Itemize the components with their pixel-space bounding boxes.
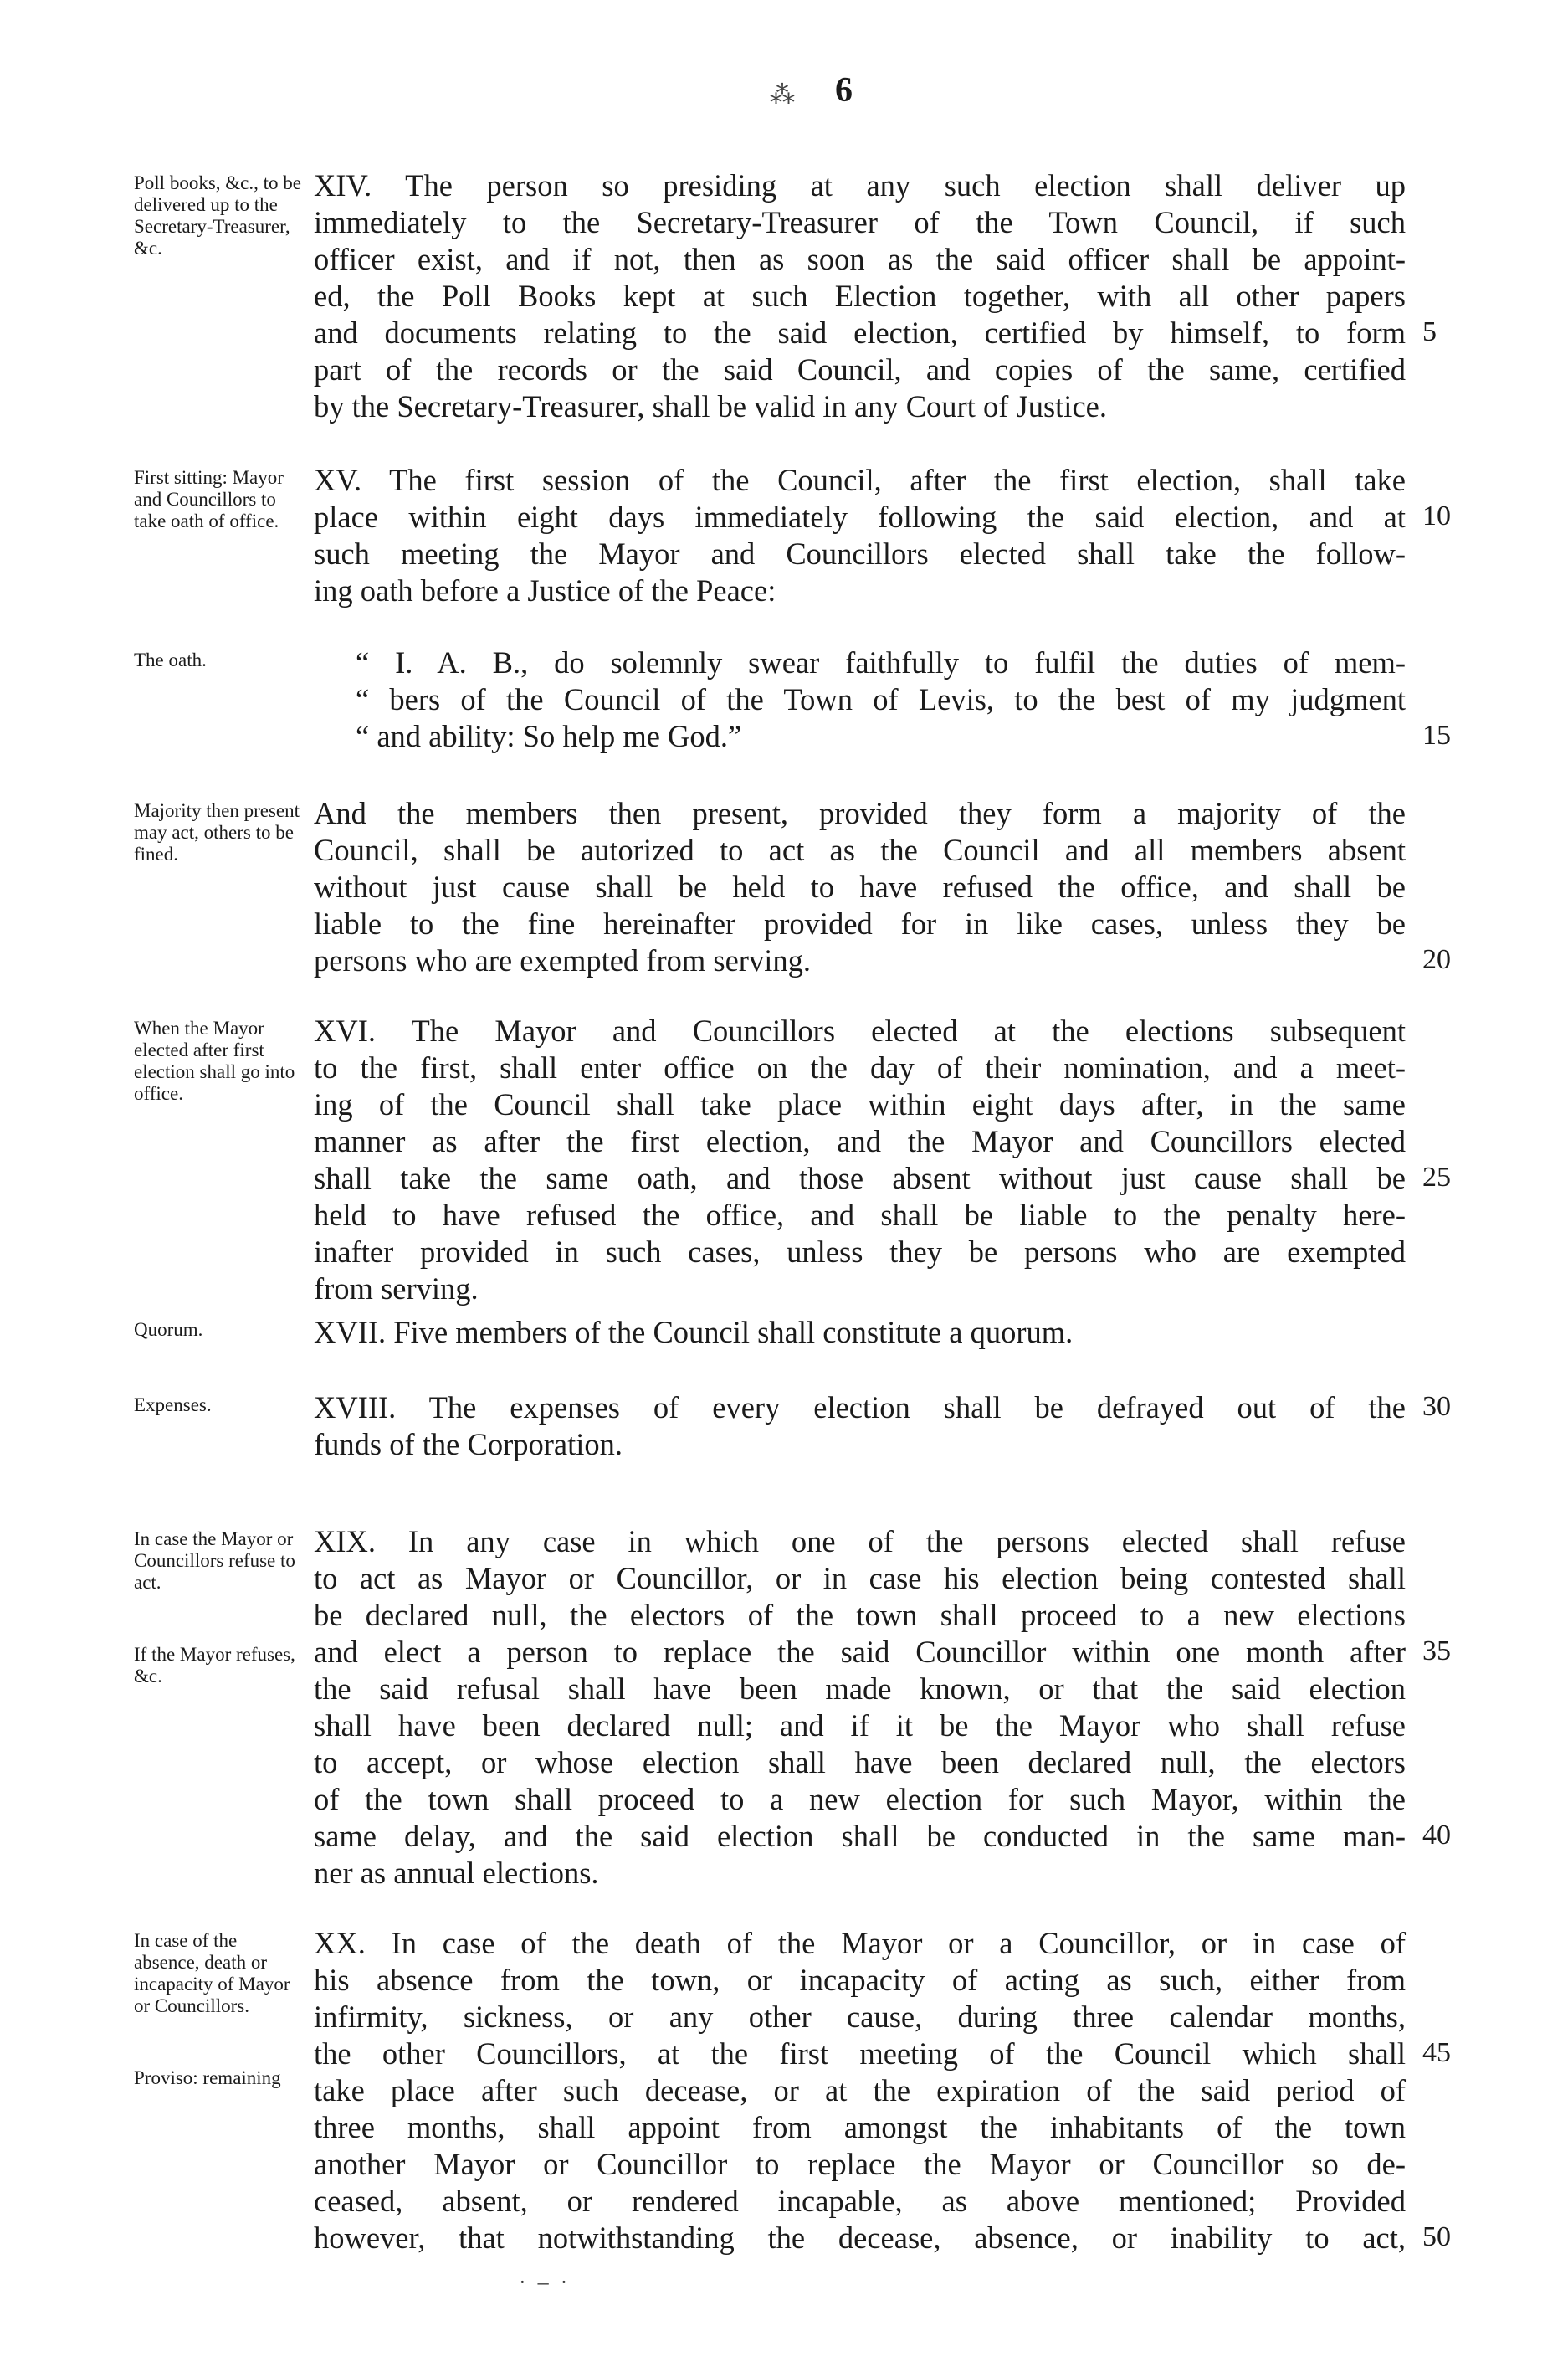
marginal-note (134, 649, 301, 721)
text-line: by the Secretary-Treasurer, shall be valid in any Court of Justice. (314, 389, 1107, 424)
text-line: And the members then present, provided they form a majority of the (314, 796, 1406, 830)
section-text (314, 462, 1406, 609)
text-line: officer exist, and if not, then as soon as the said officer shall be appoint- (314, 242, 1406, 276)
marginal-note-text: Majority then present may act, others to be fined. (134, 800, 300, 865)
line-number: 30 (1422, 1391, 1451, 1422)
text-line: “ I. A. B., do solemnly swear faithfully to fulfil the duties of mem- (356, 645, 1406, 680)
text-line: funds of the Corporation. (314, 1427, 623, 1461)
section-text (314, 1013, 1406, 1307)
footer-marks: ·–· (519, 2270, 580, 2294)
text-line: inafter provided in such cases, unless they be persons who are exempted (314, 1235, 1406, 1269)
text-line: XVII. Five members of the Council shall constitute a quorum. (314, 1315, 1074, 1349)
line-number: 10 (1422, 501, 1451, 531)
text-line: ing oath before a Justice of the Peace: (314, 573, 776, 608)
marginal-note (134, 1930, 301, 2139)
text-line: shall have been declared null; and if it be the Mayor who shall refuse (314, 1708, 1406, 1743)
marginal-note-text: Expenses. (134, 1394, 212, 1415)
line-number: 45 (1422, 2037, 1451, 2068)
text-line: and elect a person to replace the said Councillor within one month after (314, 1635, 1406, 1669)
line-number: 40 (1422, 1820, 1451, 1851)
text-line: part of the records or the said Council, and copies of the same, certified (314, 352, 1406, 387)
text-line: XX. In case of the death of the Mayor or a Councillor, or in case of (314, 1926, 1406, 1960)
marginal-note (134, 467, 301, 583)
marginal-note-text: First sitting: Mayor and Councillors to take oath of office. (134, 467, 284, 531)
text-line: take place after such decease, or at the expiration of the said period of (314, 2073, 1406, 2107)
marginal-note (134, 1319, 301, 1391)
marginal-note-text: Poll books, &c., to be delivered up to the Secretary-Treasurer, &c. (134, 172, 301, 259)
marginal-note (134, 172, 301, 310)
text-line: the other Councillors, at the first meeting of the Council which shall (314, 2036, 1406, 2071)
text-line: XIX. In any case in which one of the persons elected shall refuse (314, 1524, 1406, 1558)
marginal-note (134, 1394, 301, 1466)
text-line: XIV. The person so presiding at any such election shall deliver up (314, 168, 1406, 203)
text-line: the said refusal shall have been made known, or that the said election (314, 1671, 1406, 1706)
text-line: three months, shall appoint from amongst the inhabitants of the town (314, 2110, 1406, 2144)
section-text (314, 1925, 1406, 2256)
page-number: 6 (835, 71, 853, 110)
section-text (314, 1523, 1406, 1892)
text-line: immediately to the Secretary-Treasurer of the Town Council, if such (314, 205, 1406, 239)
marginal-note-text: In case of the absence, death or incapacity of Mayor or Councillors. (134, 1930, 290, 2016)
text-line: to the first, shall enter office on the day of their nomination, and a meet- (314, 1050, 1406, 1085)
text-line: to accept, or whose election shall have been declared null, the electors (314, 1745, 1406, 1779)
marginal-note (134, 1528, 301, 1738)
section-text (314, 644, 1406, 755)
text-line: “ and ability: So help me God.” (356, 719, 742, 753)
text-line: Council, shall be autorized to act as the Council and all members absent (314, 833, 1406, 867)
text-line: shall take the same oath, and those absent without just cause shall be (314, 1161, 1406, 1195)
text-line: and documents relating to the said election, certified by himself, to form (314, 316, 1406, 350)
line-number: 15 (1422, 720, 1451, 751)
text-line: from serving. (314, 1271, 479, 1306)
text-line: be declared null, the electors of the town shall proceed to a new elections (314, 1598, 1406, 1632)
text-line: another Mayor or Councillor to replace the Mayor or Councillor so de- (314, 2147, 1406, 2181)
line-number: 35 (1422, 1635, 1451, 1666)
text-line: without just cause shall be held to have refused the office, and shall be (314, 870, 1406, 904)
line-number: 5 (1422, 316, 1437, 347)
section-text (314, 795, 1406, 979)
text-line: same delay, and the said election shall be conducted in the same man- (314, 1819, 1406, 1853)
section-text (314, 167, 1406, 425)
ornament-mark: ⁂ (770, 81, 795, 109)
text-line: liable to the fine hereinafter provided for in like cases, unless they be (314, 906, 1406, 941)
text-line: ed, the Poll Books kept at such Election together, with all other papers (314, 279, 1406, 313)
marginal-note (134, 800, 301, 916)
text-line: ner as annual elections. (314, 1856, 599, 1890)
text-line: held to have refused the office, and shall be liable to the penalty here- (314, 1198, 1406, 1232)
text-line: such meeting the Mayor and Councillors elected shall take the follow- (314, 536, 1406, 571)
marginal-note-text: Proviso: remaining (134, 2067, 281, 2088)
marginal-note-text: In case the Mayor or Councillors refuse to act. (134, 1528, 295, 1593)
text-line: “ bers of the Council of the Town of Levis, to the best of my judgment (356, 682, 1406, 716)
text-line: XVI. The Mayor and Councillors elected at the elections subsequent (314, 1014, 1406, 1048)
marginal-note-text: The oath. (134, 649, 207, 670)
text-line: infirmity, sickness, or any other cause, during three calendar months, (314, 2000, 1406, 2034)
text-line: XVIII. The expenses of every election shall be defrayed out of the (314, 1390, 1406, 1425)
section-text (314, 1389, 1406, 1463)
section-text (314, 1314, 1406, 1351)
text-line: to act as Mayor or Councillor, or in case his election being contested shall (314, 1561, 1406, 1595)
line-number: 25 (1422, 1162, 1451, 1193)
text-line: however, that notwithstanding the decease, absence, or inability to act, (314, 2220, 1406, 2255)
text-line: his absence from the town, or incapacity of acting as such, either from (314, 1963, 1406, 1997)
text-line: manner as after the first election, and the Mayor and Councillors elected (314, 1124, 1406, 1158)
text-line: ing of the Council shall take place within eight days after, in the same (314, 1087, 1406, 1122)
marginal-note (134, 1018, 301, 1155)
line-number: 20 (1422, 944, 1451, 975)
marginal-note-text: If the Mayor refuses, &c. (134, 1644, 295, 1686)
text-line: place within eight days immediately following the said election, and at (314, 500, 1406, 534)
line-number: 50 (1422, 2221, 1451, 2252)
text-line: ceased, absent, or rendered incapable, as above mentioned; Provided (314, 2184, 1406, 2218)
text-line: XV. The first session of the Council, after the first election, shall take (314, 463, 1406, 497)
text-line: persons who are exempted from serving. (314, 943, 811, 978)
text-line: of the town shall proceed to a new election for such Mayor, within the (314, 1782, 1406, 1816)
marginal-note-text: When the Mayor elected after first election shall go into office. (134, 1018, 295, 1104)
marginal-note-text: Quorum. (134, 1319, 203, 1340)
